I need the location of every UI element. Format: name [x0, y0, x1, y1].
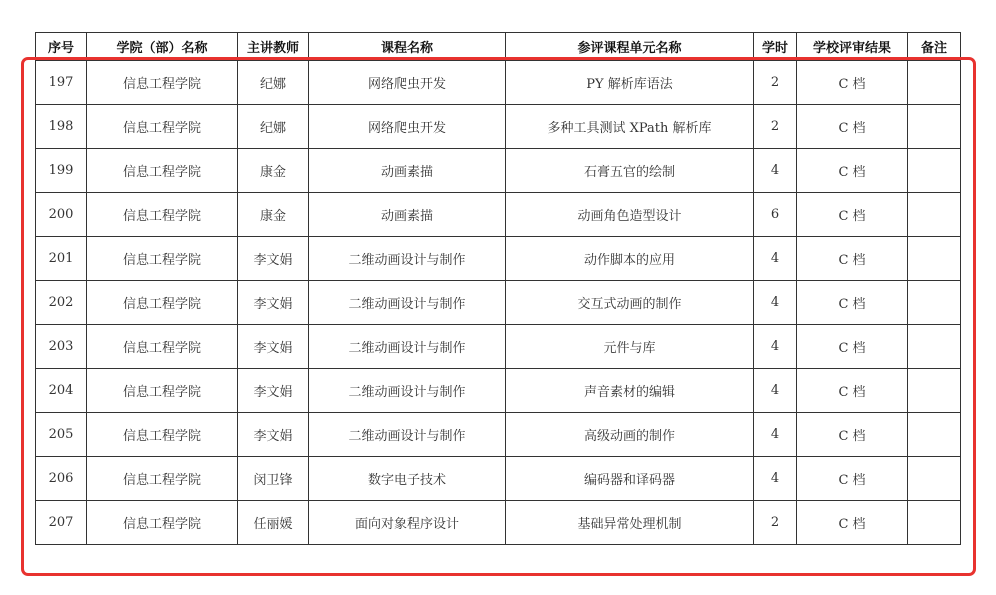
hours-cell: 4 [754, 325, 797, 369]
course-cell: 二维动画设计与制作 [309, 413, 506, 457]
teacher-cell: 李文娟 [238, 237, 309, 281]
unit-cell: 交互式动画的制作 [506, 281, 754, 325]
teacher-cell: 康金 [238, 149, 309, 193]
course-cell: 面向对象程序设计 [309, 501, 506, 545]
unit-cell: 基础异常处理机制 [506, 501, 754, 545]
result-cell: C 档 [797, 369, 908, 413]
hours-cell: 4 [754, 369, 797, 413]
table-row [36, 369, 961, 413]
course-cell: 网络爬虫开发 [309, 61, 506, 105]
table-row [36, 325, 961, 369]
result-cell: C 档 [797, 193, 908, 237]
table-row [36, 281, 961, 325]
serial-cell: 207 [36, 501, 87, 545]
header-course: 课程名称 [309, 33, 506, 61]
hours-cell: 4 [754, 457, 797, 501]
result-cell: C 档 [797, 325, 908, 369]
remarks-cell [908, 281, 961, 325]
unit-cell: 多种工具测试 XPath 解析库 [506, 105, 754, 149]
college-cell: 信息工程学院 [87, 281, 238, 325]
course-cell: 动画素描 [309, 193, 506, 237]
serial-cell: 204 [36, 369, 87, 413]
serial-cell: 200 [36, 193, 87, 237]
remarks-cell [908, 501, 961, 545]
result-cell: C 档 [797, 149, 908, 193]
teacher-cell: 李文娟 [238, 369, 309, 413]
hours-cell: 4 [754, 281, 797, 325]
teacher-cell: 康金 [238, 193, 309, 237]
result-cell: C 档 [797, 105, 908, 149]
unit-cell: 编码器和译码器 [506, 457, 754, 501]
course-cell: 网络爬虫开发 [309, 105, 506, 149]
header-result: 学校评审结果 [797, 33, 908, 61]
college-cell: 信息工程学院 [87, 237, 238, 281]
unit-cell: 高级动画的制作 [506, 413, 754, 457]
unit-cell: 元件与库 [506, 325, 754, 369]
serial-cell: 205 [36, 413, 87, 457]
college-cell: 信息工程学院 [87, 369, 238, 413]
remarks-cell [908, 369, 961, 413]
remarks-cell [908, 149, 961, 193]
hours-cell: 4 [754, 149, 797, 193]
teacher-cell: 纪娜 [238, 105, 309, 149]
header-teacher: 主讲教师 [238, 33, 309, 61]
teacher-cell: 任丽媛 [238, 501, 309, 545]
table-body [36, 61, 961, 545]
serial-cell: 199 [36, 149, 87, 193]
header-remarks: 备注 [908, 33, 961, 61]
hours-cell: 4 [754, 237, 797, 281]
course-cell: 动画素描 [309, 149, 506, 193]
teacher-cell: 李文娟 [238, 413, 309, 457]
remarks-cell [908, 413, 961, 457]
hours-cell: 2 [754, 501, 797, 545]
unit-cell: 动画角色造型设计 [506, 193, 754, 237]
college-cell: 信息工程学院 [87, 413, 238, 457]
teacher-cell: 纪娜 [238, 61, 309, 105]
college-cell: 信息工程学院 [87, 501, 238, 545]
course-cell: 数字电子技术 [309, 457, 506, 501]
header-hours: 学时 [754, 33, 797, 61]
college-cell: 信息工程学院 [87, 325, 238, 369]
unit-cell: 声音素材的编辑 [506, 369, 754, 413]
course-cell: 二维动画设计与制作 [309, 237, 506, 281]
header-serial: 序号 [36, 33, 87, 61]
table-row [36, 105, 961, 149]
teacher-cell: 李文娟 [238, 325, 309, 369]
college-cell: 信息工程学院 [87, 105, 238, 149]
table-row [36, 501, 961, 545]
result-cell: C 档 [797, 457, 908, 501]
college-cell: 信息工程学院 [87, 61, 238, 105]
teacher-cell: 闵卫锋 [238, 457, 309, 501]
header-unit: 参评课程单元名称 [506, 33, 754, 61]
college-cell: 信息工程学院 [87, 457, 238, 501]
header-row [36, 33, 961, 61]
unit-cell: 石膏五官的绘制 [506, 149, 754, 193]
serial-cell: 198 [36, 105, 87, 149]
table-row [36, 149, 961, 193]
course-cell: 二维动画设计与制作 [309, 281, 506, 325]
table-row [36, 457, 961, 501]
result-cell: C 档 [797, 61, 908, 105]
serial-cell: 206 [36, 457, 87, 501]
hours-cell: 6 [754, 193, 797, 237]
college-cell: 信息工程学院 [87, 193, 238, 237]
table-row [36, 61, 961, 105]
teacher-cell: 李文娟 [238, 281, 309, 325]
remarks-cell [908, 61, 961, 105]
remarks-cell [908, 325, 961, 369]
table-row [36, 193, 961, 237]
remarks-cell [908, 237, 961, 281]
table-row [36, 413, 961, 457]
remarks-cell [908, 105, 961, 149]
unit-cell: PY 解析库语法 [506, 61, 754, 105]
serial-cell: 203 [36, 325, 87, 369]
hours-cell: 4 [754, 413, 797, 457]
course-cell: 二维动画设计与制作 [309, 325, 506, 369]
serial-cell: 197 [36, 61, 87, 105]
header-college: 学院（部）名称 [87, 33, 238, 61]
hours-cell: 2 [754, 105, 797, 149]
result-cell: C 档 [797, 501, 908, 545]
result-cell: C 档 [797, 237, 908, 281]
table-row [36, 237, 961, 281]
college-cell: 信息工程学院 [87, 149, 238, 193]
serial-cell: 202 [36, 281, 87, 325]
course-evaluation-table [35, 32, 961, 545]
result-cell: C 档 [797, 413, 908, 457]
hours-cell: 2 [754, 61, 797, 105]
remarks-cell [908, 457, 961, 501]
unit-cell: 动作脚本的应用 [506, 237, 754, 281]
course-cell: 二维动画设计与制作 [309, 369, 506, 413]
remarks-cell [908, 193, 961, 237]
serial-cell: 201 [36, 237, 87, 281]
result-cell: C 档 [797, 281, 908, 325]
